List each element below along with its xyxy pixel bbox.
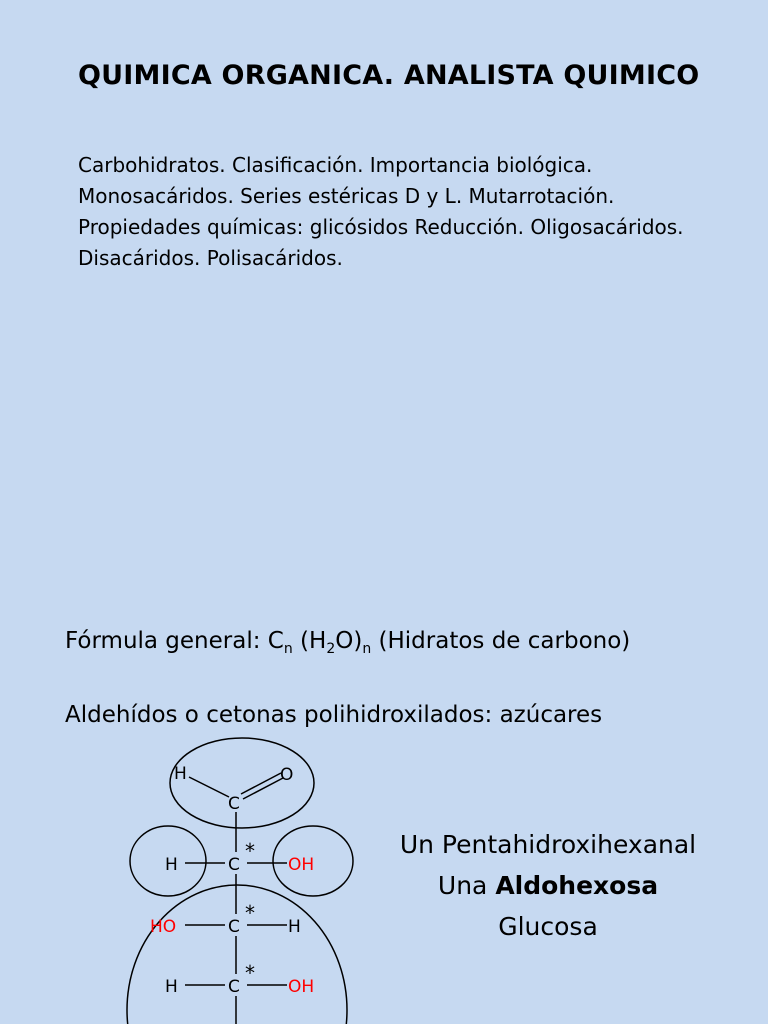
atom-h-c2: H <box>165 855 178 875</box>
atom-c3: C <box>228 917 240 937</box>
atom-c4: C <box>228 977 240 997</box>
atom-ho-c3: HO <box>150 917 177 937</box>
formula-mid: O) <box>335 628 363 654</box>
atom-c1: C <box>228 794 240 814</box>
topics-list <box>78 150 758 274</box>
atom-oh-c2: OH <box>288 855 315 875</box>
formula-suffix: (Hidratos de carbono) <box>371 628 631 654</box>
general-formula <box>65 628 630 657</box>
atom-h-aldehyde: H <box>174 764 187 784</box>
topic-line: Propiedades químicas: glicósidos Reducción. Oligosacáridos. <box>78 215 684 239</box>
topic-line: Monosacáridos. Series estéricas D y L. Mutarrotación. <box>78 184 615 208</box>
formula-subscript-n: n <box>362 641 372 657</box>
bond-h-c1 <box>189 777 229 797</box>
topic-line: Disacáridos. Polisacáridos. <box>78 246 343 270</box>
glucose-structure-diagram <box>0 730 380 1024</box>
stereocenter-star: * <box>245 961 255 985</box>
formula-subscript-2: 2 <box>326 641 336 657</box>
topic-line: Carbohidratos. Clasificación. Importancia biológica. <box>78 153 593 177</box>
description-prefix: Una <box>437 871 496 900</box>
stereocenter-star: * <box>245 839 255 863</box>
formula-mid: (H <box>292 628 327 654</box>
atom-h-c4: H <box>165 977 178 997</box>
stereocenter-star: * <box>245 901 255 925</box>
aldohexosa-term: Aldohexosa <box>495 871 659 900</box>
atom-oh-c4: OH <box>288 977 315 997</box>
description-line-2 <box>378 865 718 906</box>
lower-chain-circle <box>127 885 347 1024</box>
description-line-3: Glucosa <box>498 912 598 941</box>
slide-title: QUIMICA ORGANICA. ANALISTA QUIMICO <box>78 60 700 91</box>
formula-subscript-n: n <box>283 641 293 657</box>
molecule-description <box>378 824 718 947</box>
atom-h-c3: H <box>288 917 301 937</box>
atom-c2: C <box>228 855 240 875</box>
double-bond-c1-o <box>241 773 281 794</box>
description-line-1: Un Pentahidroxihexanal <box>399 830 697 859</box>
formula-prefix: Fórmula general: C <box>65 628 284 654</box>
atom-o-aldehyde: O <box>280 765 294 785</box>
double-bond-c1-o <box>243 778 283 799</box>
aldehydes-line: Aldehídos o cetonas polihidroxilados: azúcares <box>65 702 603 728</box>
